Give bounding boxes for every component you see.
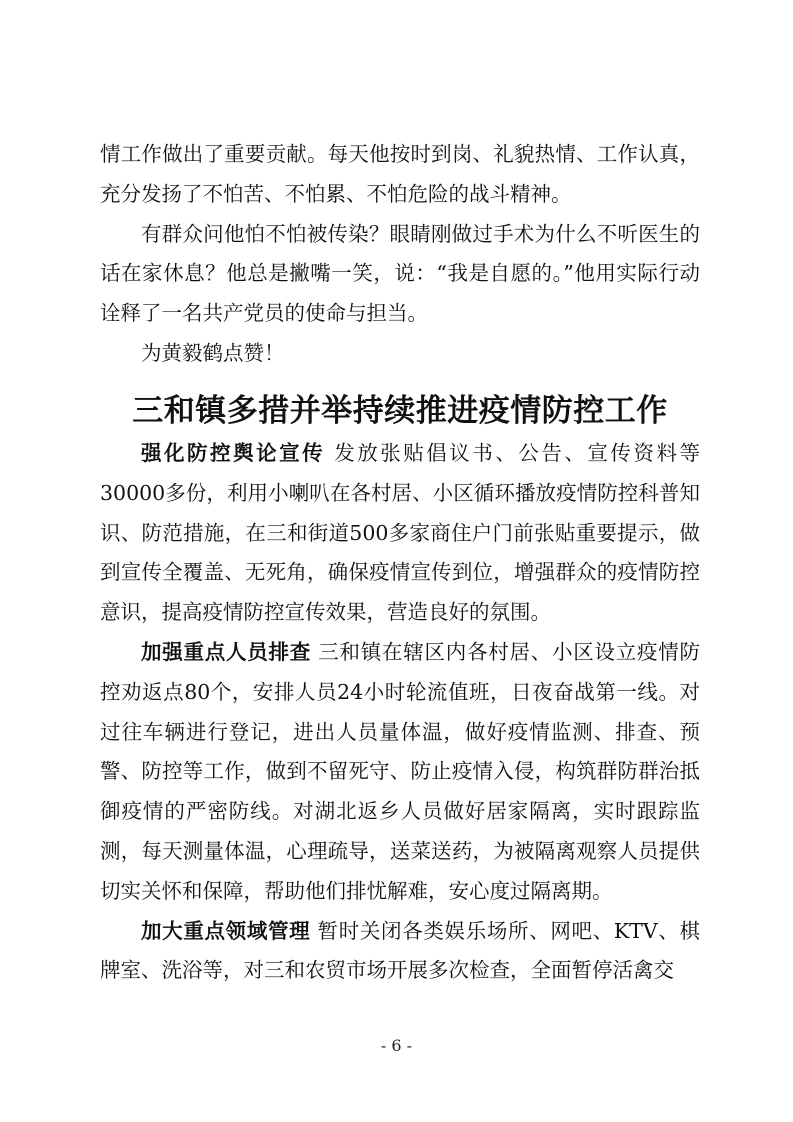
article-body (100, 434, 700, 991)
intro-text (100, 135, 700, 374)
section-paragraph (100, 912, 700, 992)
section-text: 三和镇在辖区内各村居、小区设立疫情防控劝返点80个，安排人员24小时轮流值班，日夜奋战第一线。对过往车辆进行登记，进出人员量体温，做好疫情监测、排查、预警、防控等工作，做到不留死守、防止疫情入侵，构筑群防群治抵御疫情的严密防线。对湖北返乡人员做好居家隔离，实时跟踪监测，每天测量体温，心理疏导，送菜送药，为被隔离观察人员提供切实关怀和保障，帮助他们排忧解难，安心度过隔离期。 (100, 639, 700, 903)
section-text: 暂时关闭各类娱乐场所、网吧、KTV、棋牌室、洗浴等，对三和农贸市场开展多次检查，全面暂停活禽交 (100, 918, 700, 983)
page-number: - 6 - (380, 1036, 413, 1055)
section-lead: 强化防控舆论宣传 (141, 441, 326, 465)
intro-paragraph-3: 为黄毅鹤点赞！ (141, 340, 285, 365)
section-text: 发放张贴倡议书、公告、宣传资料等30000多份，利用小喇叭在各村居、小区循环播放疫情防控科普知识、防范措施，在三和街道500多家商住户门前张贴重要提示，做到宣传全覆盖、无死角，确保疫情宣传到位，增强群众的疫情防控意识，提高疫情防控宣传效果，营造良好的氛围。 (100, 441, 700, 625)
section-paragraph (100, 633, 700, 912)
intro-paragraph-1: 情工作做出了重要贡献。每天他按时到岗、礼貌热情、工作认真，充分发扬了不怕苦、不怕累、不怕危险的战斗精神。 (100, 142, 700, 206)
article-title: 三和镇多措并举持续推进疫情防控工作 (132, 393, 668, 429)
section-lead: 加大重点领域管理 (141, 918, 311, 943)
intro-paragraph-2: 有群众问他怕不怕被传染？眼睛刚做过手术为什么不听医生的话在家休息？他总是撇嘴一笑，说：“我是自愿的。”他用实际行动诠释了一名共产党员的使命与担当。 (100, 221, 700, 326)
section-lead: 加强重点人员排查 (141, 639, 311, 664)
section-paragraph (100, 434, 700, 633)
